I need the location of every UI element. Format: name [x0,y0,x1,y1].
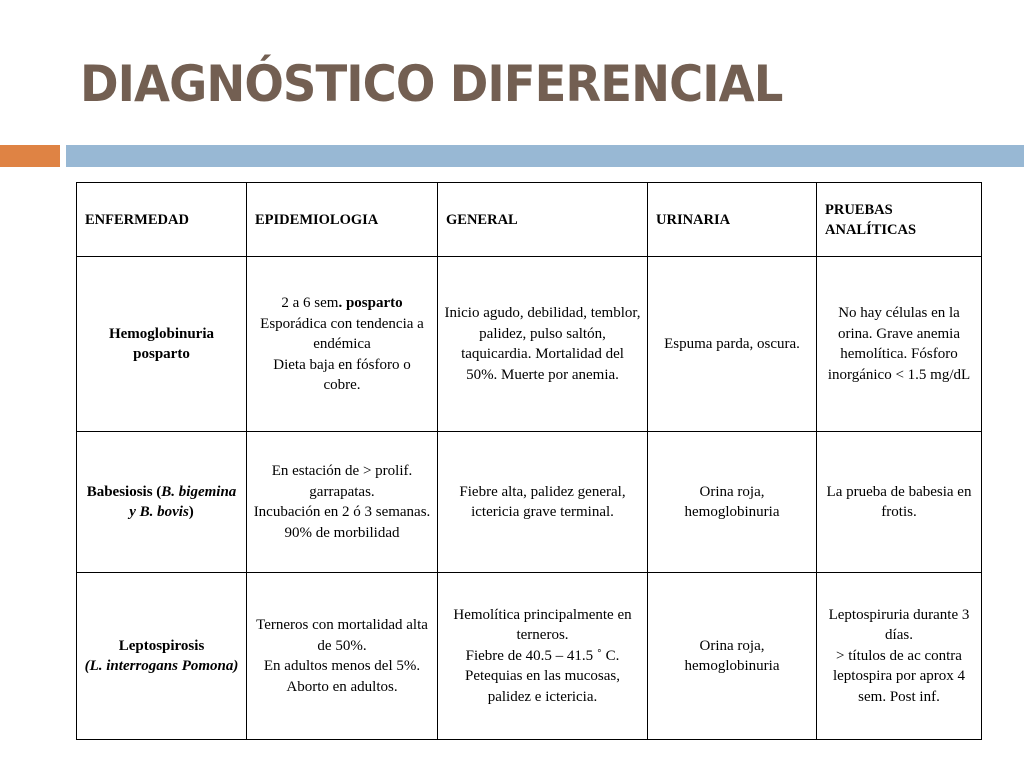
epidemiologia-line: Incubación en 2 ó 3 semanas. [253,504,431,521]
urinaria-cell: Orina roja, hemoglobinuria [648,573,817,740]
epidemiologia-line: En estación de > prolif. garrapatas. [271,463,413,500]
table-row [77,432,982,573]
urinaria-cell: Orina roja, hemoglobinuria [648,432,817,573]
general-cell: Fiebre alta, palidez general, ictericia grave terminal. [438,432,648,573]
epidemiologia-line: 2 a 6 sem. posparto [281,295,403,312]
disease-cell: Leptospirosis (L. interrogans Pomona) [77,573,247,740]
header-epidemiologia: EPIDEMIOLOGIA [247,183,438,257]
general-line: Hemolítica principalmente en terneros. [453,606,632,644]
accent-bar-blue [66,145,1024,167]
general-line: Fiebre de 40.5 – 41.5 ˚ C. [465,647,620,664]
epidemiologia-cell [247,432,438,573]
disease-cell: Hemoglobinuria posparto [77,257,247,432]
pruebas-cell [817,573,982,740]
general-cell [438,573,648,740]
epidemiologia-line: Aborto en adultos. [286,678,398,695]
general-line: Petequias en las mucosas, palidez e ictericia. [465,668,620,705]
table-header-row [77,183,982,257]
accent-bar-orange [0,145,60,167]
epidemiologia-line: En adultos menos del 5%. [263,658,421,675]
table-row [77,573,982,740]
urinaria-cell: Espuma parda, oscura. [648,257,817,432]
pruebas-cell: No hay células en la orina. Grave anemia hemolítica. Fósforo inorgánico < 1.5 mg/dL [817,257,982,432]
header-enfermedad: ENFERMEDAD [77,183,247,257]
pruebas-cell: La prueba de babesia en frotis. [817,432,982,573]
epidemiologia-line: Dieta baja en fósforo o cobre. [273,356,411,394]
pruebas-line: > títulos de ac contra leptospira por aprox 4 sem. Post inf. [832,647,966,705]
differential-diagnosis-table [76,182,982,740]
page-title: DIAGNÓSTICO DIFERENCIAL [80,55,783,113]
header-general: GENERAL [438,183,648,257]
general-cell: Inicio agudo, debilidad, temblor, palidez, pulso saltón, taquicardia. Mortalidad del 50%. Muerte por anemia. [438,257,648,432]
header-pruebas: PRUEBAS ANALÍTICAS [817,183,982,257]
epidemiologia-line: 90% de morbilidad [284,524,400,541]
epidemiologia-line: Esporádica con tendencia a endémica [260,315,424,353]
header-urinaria: URINARIA [648,183,817,257]
pruebas-line: Leptospiruria durante 3 días. [828,606,970,644]
epidemiologia-cell [247,257,438,432]
epidemiologia-cell [247,573,438,740]
epidemiologia-line: Terneros con mortalidad alta de 50%. [256,617,428,654]
table-row [77,257,982,432]
disease-cell: Babesiosis (B. bigemina y B. bovis) [77,432,247,573]
